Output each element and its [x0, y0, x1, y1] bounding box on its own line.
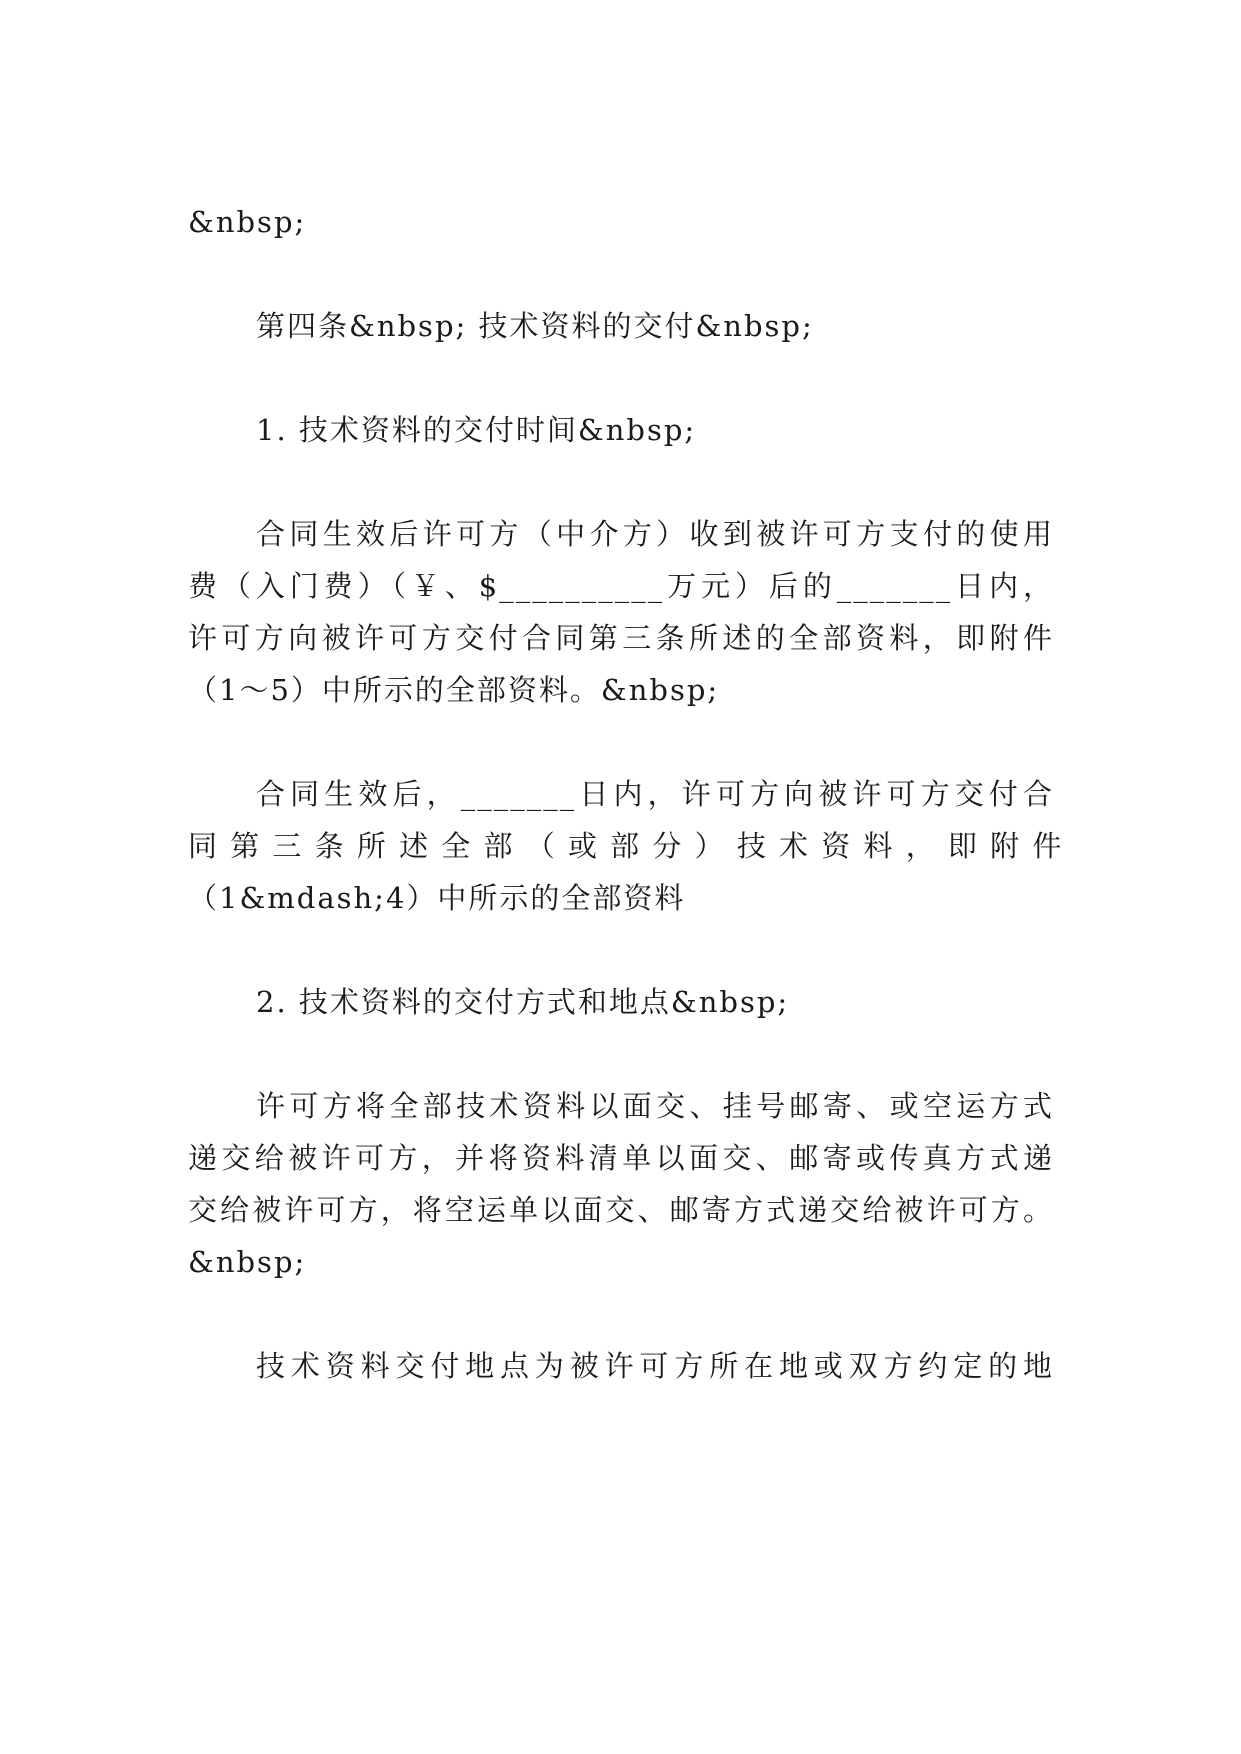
paragraph-line: 技术资料交付地点为被许可方所在地或双方约定的地: [256, 1349, 1054, 1383]
paragraph-line: &nbsp;: [188, 1245, 307, 1279]
paragraph-line: （1&mdash;4）中所示的全部资料: [188, 881, 686, 915]
paragraph-line: 合同生效后许可方（中介方）收到被许可方支付的使用: [256, 517, 1054, 551]
paragraph-line: 同 第 三 条 所 述 全 部 （ 或 部 分 ） 技 术 资 料 ， 即 附 件: [188, 829, 1064, 863]
paragraph-line: 合同生效后，_______日内，许可方向被许可方交付合: [256, 777, 1054, 811]
paragraph-line: 递交给被许可方，并将资料清单以面交、邮寄或传真方式递: [188, 1141, 1054, 1175]
subsection-heading: 2. 技术资料的交付方式和地点&nbsp;: [256, 985, 790, 1019]
paragraph-line: 许可方将全部技术资料以面交、挂号邮寄、或空运方式: [256, 1089, 1054, 1123]
paragraph-line: 许可方向被许可方交付合同第三条所述的全部资料，即附件: [188, 621, 1054, 655]
text-line: &nbsp;: [188, 205, 307, 239]
paragraph-line: （1～5）中所示的全部资料。&nbsp;: [188, 673, 720, 707]
section-heading: 第四条&nbsp; 技术资料的交付&nbsp;: [256, 309, 814, 343]
paragraph-line: 费（入门费）（￥、$__________万元）后的_______日内，: [188, 569, 1054, 603]
paragraph-line: 交给被许可方，将空运单以面交、邮寄方式递交给被许可方。: [188, 1193, 1054, 1227]
subsection-heading: 1. 技术资料的交付时间&nbsp;: [256, 413, 697, 447]
